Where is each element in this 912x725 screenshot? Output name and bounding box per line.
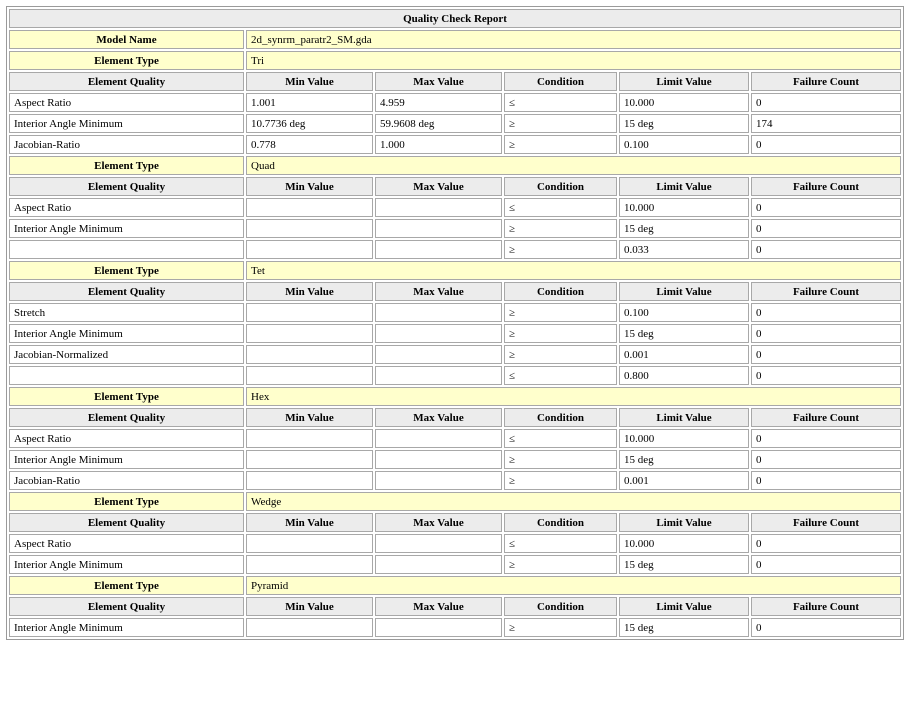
- condition-cell: ≥: [504, 219, 617, 238]
- limit-value-cell: 0.001: [619, 471, 749, 490]
- min-value-cell: [246, 324, 373, 343]
- max-value-cell: [375, 450, 502, 469]
- condition-cell: ≤: [504, 534, 617, 553]
- limit-value-cell: 10.000: [619, 534, 749, 553]
- max-value-cell: [375, 219, 502, 238]
- header-limit-value: Limit Value: [619, 408, 749, 427]
- condition-cell: ≤: [504, 198, 617, 217]
- element-quality-cell: Jacobian-Normalized: [9, 345, 244, 364]
- failure-count-cell: 0: [751, 366, 901, 385]
- min-value-cell: [246, 471, 373, 490]
- title-row: [9, 9, 901, 28]
- element-type-value: Tet: [246, 261, 901, 280]
- header-failure-count: Failure Count: [751, 177, 901, 196]
- element-type-row-quad: [9, 156, 901, 175]
- element-type-row-tet: [9, 261, 901, 280]
- header-min-value: Min Value: [246, 513, 373, 532]
- header-max-value: Max Value: [375, 177, 502, 196]
- max-value-cell: [375, 345, 502, 364]
- header-limit-value: Limit Value: [619, 597, 749, 616]
- report-title: Quality Check Report: [9, 9, 901, 28]
- header-failure-count: Failure Count: [751, 513, 901, 532]
- element-type-label: Element Type: [9, 576, 244, 595]
- condition-cell: ≥: [504, 618, 617, 637]
- header-element-quality: Element Quality: [9, 513, 244, 532]
- limit-value-cell: 15 deg: [619, 324, 749, 343]
- element-type-label: Element Type: [9, 156, 244, 175]
- failure-count-cell: 0: [751, 450, 901, 469]
- max-value-cell: [375, 324, 502, 343]
- limit-value-cell: 0.800: [619, 366, 749, 385]
- min-value-cell: [246, 555, 373, 574]
- failure-count-cell: 0: [751, 198, 901, 217]
- condition-cell: ≥: [504, 345, 617, 364]
- table-row: [9, 366, 901, 385]
- element-quality-cell: [9, 240, 244, 259]
- failure-count-cell: 0: [751, 534, 901, 553]
- model-name-value: 2d_synrm_paratr2_SM.gda: [246, 30, 901, 49]
- min-value-cell: 1.001: [246, 93, 373, 112]
- header-min-value: Min Value: [246, 597, 373, 616]
- condition-cell: ≥: [504, 450, 617, 469]
- element-quality-cell: Aspect Ratio: [9, 93, 244, 112]
- limit-value-cell: 10.000: [619, 198, 749, 217]
- limit-value-cell: 15 deg: [619, 618, 749, 637]
- header-condition: Condition: [504, 72, 617, 91]
- header-condition: Condition: [504, 177, 617, 196]
- column-header-row: [9, 513, 901, 532]
- model-name-row: [9, 30, 901, 49]
- condition-cell: ≥: [504, 135, 617, 154]
- element-type-value: Wedge: [246, 492, 901, 511]
- table-row: [9, 114, 901, 133]
- table-row: [9, 429, 901, 448]
- element-quality-cell: Interior Angle Minimum: [9, 618, 244, 637]
- element-quality-cell: Aspect Ratio: [9, 534, 244, 553]
- header-limit-value: Limit Value: [619, 513, 749, 532]
- header-condition: Condition: [504, 408, 617, 427]
- element-type-row-tri: [9, 51, 901, 70]
- condition-cell: ≤: [504, 93, 617, 112]
- table-row: [9, 198, 901, 217]
- element-quality-cell: Jacobian-Ratio: [9, 471, 244, 490]
- min-value-cell: [246, 219, 373, 238]
- failure-count-cell: 0: [751, 345, 901, 364]
- table-row: [9, 450, 901, 469]
- header-failure-count: Failure Count: [751, 597, 901, 616]
- table-row: [9, 345, 901, 364]
- element-type-value: Quad: [246, 156, 901, 175]
- condition-cell: ≥: [504, 240, 617, 259]
- condition-cell: ≤: [504, 366, 617, 385]
- condition-cell: ≥: [504, 471, 617, 490]
- condition-cell: ≥: [504, 324, 617, 343]
- header-failure-count: Failure Count: [751, 408, 901, 427]
- min-value-cell: [246, 618, 373, 637]
- header-condition: Condition: [504, 513, 617, 532]
- header-min-value: Min Value: [246, 72, 373, 91]
- table-row: [9, 303, 901, 322]
- header-condition: Condition: [504, 597, 617, 616]
- element-quality-cell: Interior Angle Minimum: [9, 219, 244, 238]
- max-value-cell: [375, 618, 502, 637]
- min-value-cell: [246, 198, 373, 217]
- max-value-cell: 1.000: [375, 135, 502, 154]
- limit-value-cell: 15 deg: [619, 450, 749, 469]
- failure-count-cell: 0: [751, 303, 901, 322]
- min-value-cell: [246, 366, 373, 385]
- element-quality-cell: Interior Angle Minimum: [9, 324, 244, 343]
- element-type-label: Element Type: [9, 387, 244, 406]
- min-value-cell: [246, 303, 373, 322]
- min-value-cell: [246, 534, 373, 553]
- table-row: [9, 219, 901, 238]
- limit-value-cell: 0.100: [619, 303, 749, 322]
- header-max-value: Max Value: [375, 72, 502, 91]
- header-max-value: Max Value: [375, 513, 502, 532]
- failure-count-cell: 0: [751, 219, 901, 238]
- element-type-row-wedge: [9, 492, 901, 511]
- element-type-row-hex: [9, 387, 901, 406]
- header-failure-count: Failure Count: [751, 282, 901, 301]
- failure-count-cell: 0: [751, 324, 901, 343]
- failure-count-cell: 0: [751, 429, 901, 448]
- limit-value-cell: 15 deg: [619, 555, 749, 574]
- max-value-cell: [375, 429, 502, 448]
- table-row: [9, 534, 901, 553]
- max-value-cell: [375, 534, 502, 553]
- max-value-cell: 59.9608 deg: [375, 114, 502, 133]
- element-type-label: Element Type: [9, 492, 244, 511]
- limit-value-cell: 10.000: [619, 429, 749, 448]
- min-value-cell: [246, 450, 373, 469]
- header-limit-value: Limit Value: [619, 72, 749, 91]
- max-value-cell: [375, 198, 502, 217]
- min-value-cell: [246, 429, 373, 448]
- header-element-quality: Element Quality: [9, 177, 244, 196]
- table-row: [9, 555, 901, 574]
- max-value-cell: [375, 240, 502, 259]
- condition-cell: ≥: [504, 555, 617, 574]
- header-max-value: Max Value: [375, 597, 502, 616]
- header-min-value: Min Value: [246, 177, 373, 196]
- failure-count-cell: 0: [751, 618, 901, 637]
- header-element-quality: Element Quality: [9, 282, 244, 301]
- limit-value-cell: 0.001: [619, 345, 749, 364]
- element-type-row-pyramid: [9, 576, 901, 595]
- failure-count-cell: 0: [751, 555, 901, 574]
- min-value-cell: [246, 345, 373, 364]
- header-element-quality: Element Quality: [9, 597, 244, 616]
- table-row: [9, 324, 901, 343]
- header-min-value: Min Value: [246, 408, 373, 427]
- model-name-label: Model Name: [9, 30, 244, 49]
- report-body: [9, 9, 901, 637]
- table-row: [9, 240, 901, 259]
- header-failure-count: Failure Count: [751, 72, 901, 91]
- header-limit-value: Limit Value: [619, 177, 749, 196]
- min-value-cell: 0.778: [246, 135, 373, 154]
- column-header-row: [9, 72, 901, 91]
- table-row: [9, 471, 901, 490]
- element-type-label: Element Type: [9, 51, 244, 70]
- element-quality-cell: [9, 366, 244, 385]
- header-min-value: Min Value: [246, 282, 373, 301]
- header-max-value: Max Value: [375, 282, 502, 301]
- condition-cell: ≥: [504, 303, 617, 322]
- element-quality-cell: Interior Angle Minimum: [9, 555, 244, 574]
- element-type-label: Element Type: [9, 261, 244, 280]
- element-type-value: Tri: [246, 51, 901, 70]
- column-header-row: [9, 408, 901, 427]
- min-value-cell: [246, 240, 373, 259]
- header-max-value: Max Value: [375, 408, 502, 427]
- element-quality-cell: Jacobian-Ratio: [9, 135, 244, 154]
- element-quality-cell: Interior Angle Minimum: [9, 114, 244, 133]
- element-type-value: Pyramid: [246, 576, 901, 595]
- limit-value-cell: 10.000: [619, 93, 749, 112]
- header-element-quality: Element Quality: [9, 72, 244, 91]
- max-value-cell: [375, 471, 502, 490]
- failure-count-cell: 174: [751, 114, 901, 133]
- min-value-cell: 10.7736 deg: [246, 114, 373, 133]
- element-type-value: Hex: [246, 387, 901, 406]
- element-quality-cell: Aspect Ratio: [9, 429, 244, 448]
- limit-value-cell: 0.033: [619, 240, 749, 259]
- header-element-quality: Element Quality: [9, 408, 244, 427]
- column-header-row: [9, 177, 901, 196]
- element-quality-cell: Interior Angle Minimum: [9, 450, 244, 469]
- header-limit-value: Limit Value: [619, 282, 749, 301]
- quality-check-report-table: [6, 6, 904, 640]
- max-value-cell: [375, 366, 502, 385]
- failure-count-cell: 0: [751, 93, 901, 112]
- table-row: [9, 135, 901, 154]
- column-header-row: [9, 282, 901, 301]
- limit-value-cell: 15 deg: [619, 114, 749, 133]
- failure-count-cell: 0: [751, 471, 901, 490]
- table-row: [9, 93, 901, 112]
- element-quality-cell: Aspect Ratio: [9, 198, 244, 217]
- header-condition: Condition: [504, 282, 617, 301]
- max-value-cell: [375, 303, 502, 322]
- limit-value-cell: 0.100: [619, 135, 749, 154]
- max-value-cell: 4.959: [375, 93, 502, 112]
- element-quality-cell: Stretch: [9, 303, 244, 322]
- condition-cell: ≥: [504, 114, 617, 133]
- failure-count-cell: 0: [751, 135, 901, 154]
- failure-count-cell: 0: [751, 240, 901, 259]
- column-header-row: [9, 597, 901, 616]
- table-row: [9, 618, 901, 637]
- condition-cell: ≤: [504, 429, 617, 448]
- max-value-cell: [375, 555, 502, 574]
- limit-value-cell: 15 deg: [619, 219, 749, 238]
